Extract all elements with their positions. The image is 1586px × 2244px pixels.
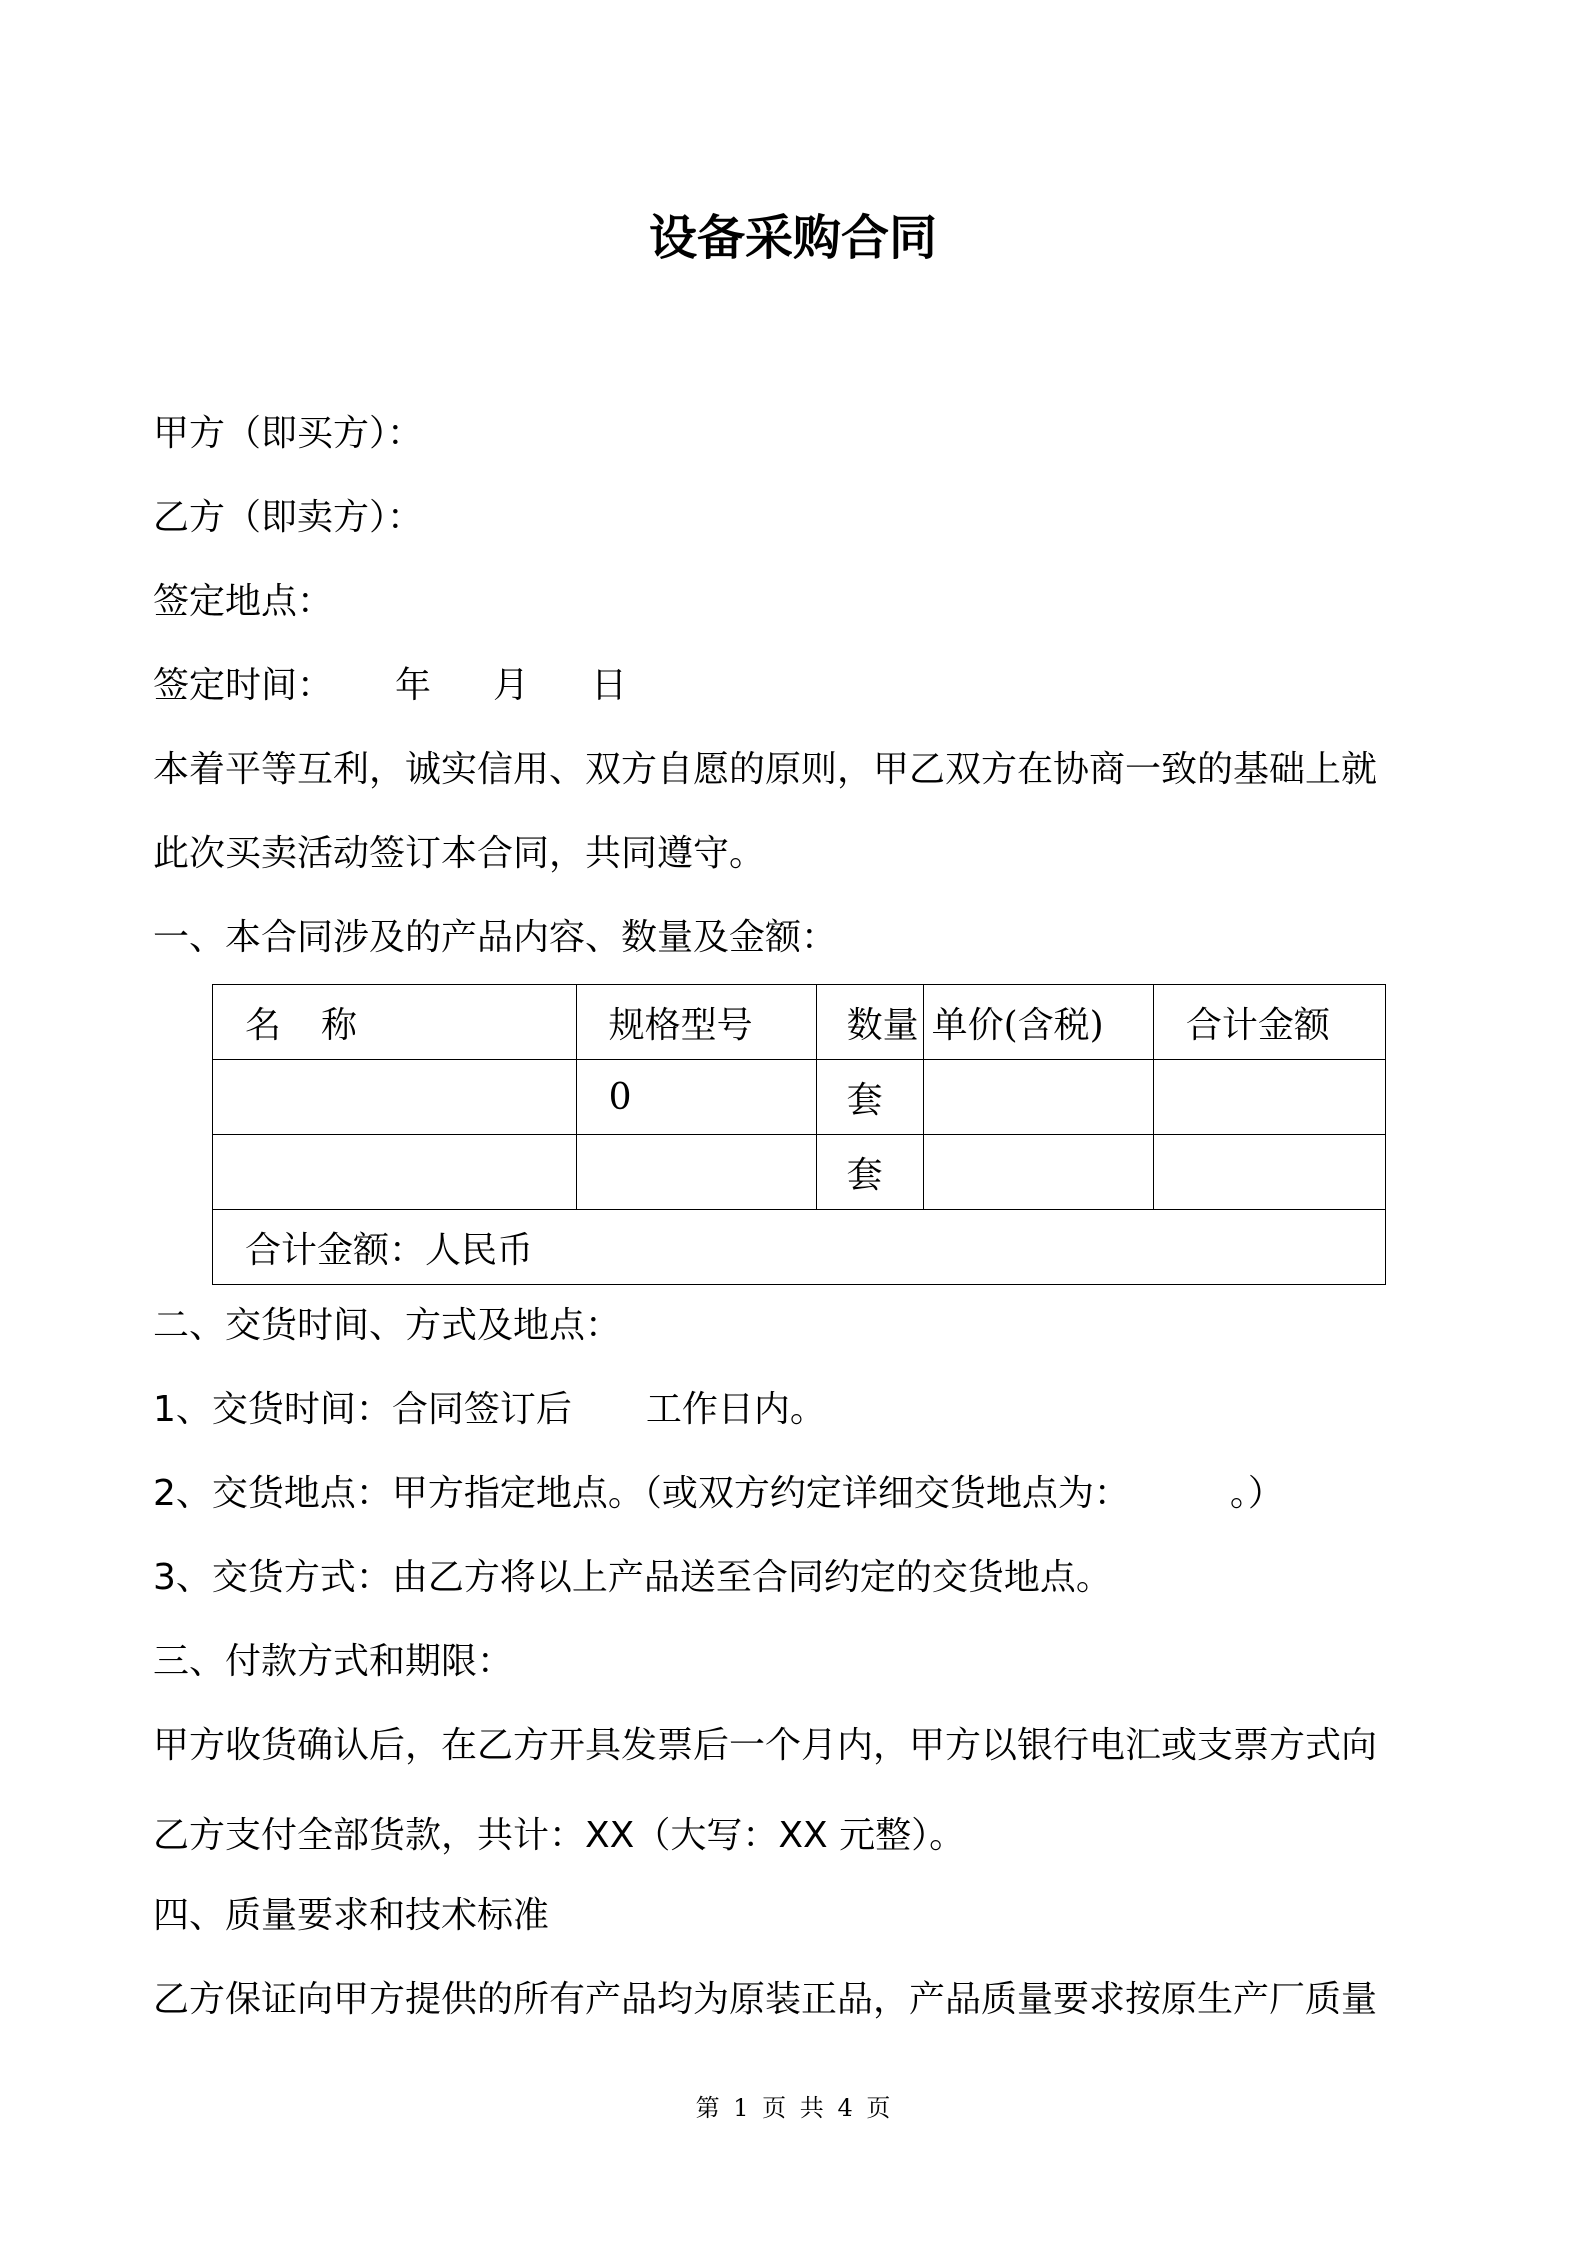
sign-place-line: 签定地点： — [153, 581, 334, 622]
header-unit-price — [923, 985, 1153, 1060]
header-name-char-1: 名 — [245, 1004, 282, 1046]
row2-qty-value: 套 — [846, 1154, 883, 1196]
header-spec — [576, 985, 816, 1060]
row2-unit-price-value — [924, 1152, 956, 1193]
table-row — [213, 1135, 1386, 1210]
total-amount-cell — [213, 1210, 1386, 1285]
header-qty — [816, 985, 923, 1060]
row1-name-value — [213, 1077, 245, 1118]
header-total — [1153, 985, 1385, 1060]
delivery-place-suffix: 。） — [1229, 1473, 1284, 1514]
section1-heading: 一、本合同涉及的产品内容、数量及金额： — [153, 917, 838, 958]
payment-line-2: 乙方支付全部货款，共计：XX（大写：XX 元整）。 — [153, 1815, 966, 1856]
row2-name — [213, 1135, 577, 1210]
row1-name — [213, 1060, 577, 1135]
row1-spec — [576, 1060, 816, 1135]
document-title: 设备采购合同 — [648, 210, 937, 266]
quality-line-1: 乙方保证向甲方提供的所有产品均为原装正品，产品质量要求按原生产厂质量 — [153, 1979, 1378, 2020]
row1-spec-value: 0 — [608, 1076, 632, 1118]
header-name-char-2: 称 — [321, 1004, 358, 1046]
row1-total — [1153, 1060, 1385, 1135]
delivery-time-suffix: 工作日内。 — [645, 1389, 826, 1430]
row2-spec-value — [577, 1152, 609, 1193]
header-unit-price-label: 单价(含税) — [931, 1004, 1104, 1046]
row2-spec — [576, 1135, 816, 1210]
row1-unit-price-value — [924, 1077, 956, 1118]
row2-unit-price — [923, 1135, 1153, 1210]
row2-total — [1153, 1135, 1385, 1210]
sign-time-label: 签定时间： — [153, 665, 334, 706]
header-name — [213, 985, 577, 1060]
delivery-place-line — [153, 1470, 1284, 1518]
row2-name-value — [213, 1152, 245, 1193]
section2-heading: 二、交货时间、方式及地点： — [153, 1305, 622, 1346]
preamble-line-2: 此次买卖活动签订本合同，共同遵守。 — [153, 833, 766, 874]
header-qty-label: 数量 — [846, 1004, 919, 1046]
sign-time-line — [153, 662, 627, 710]
sign-time-month: 月 — [493, 665, 530, 706]
sign-time-day: 日 — [591, 665, 628, 706]
table-total-row — [213, 1210, 1386, 1285]
table-row — [213, 1060, 1386, 1135]
row2-qty — [816, 1135, 923, 1210]
total-amount-label: 合计金额：人民币 — [245, 1229, 534, 1271]
delivery-time-prefix: 1、交货时间：合同签订后 — [153, 1389, 572, 1430]
table-header-row — [213, 985, 1386, 1060]
delivery-time-line — [153, 1386, 826, 1434]
delivery-place-prefix: 2、交货地点：甲方指定地点。（或双方约定详细交货地点为： — [153, 1473, 1112, 1514]
section3-heading: 三、付款方式和期限： — [153, 1641, 514, 1682]
row2-total-value — [1154, 1152, 1186, 1193]
row1-qty — [816, 1060, 923, 1135]
page-footer: 第 1 页 共 4 页 — [695, 2094, 891, 2122]
sign-time-year: 年 — [395, 665, 432, 706]
row1-qty-value: 套 — [846, 1079, 883, 1121]
section4-heading: 四、质量要求和技术标准 — [153, 1895, 550, 1936]
product-table — [212, 984, 1386, 1285]
party-a-line: 甲方（即买方）： — [153, 413, 424, 454]
preamble-line-1: 本着平等互利，诚实信用、双方自愿的原则，甲乙双方在协商一致的基础上就 — [153, 749, 1378, 790]
row1-total-value — [1154, 1077, 1186, 1118]
party-b-line: 乙方（即卖方）： — [153, 497, 424, 538]
row1-unit-price — [923, 1060, 1153, 1135]
header-total-label: 合计金额 — [1185, 1004, 1330, 1046]
delivery-method-line: 3、交货方式：由乙方将以上产品送至合同约定的交货地点。 — [153, 1557, 1112, 1598]
header-spec-label: 规格型号 — [608, 1004, 753, 1046]
payment-line-1: 甲方收货确认后，在乙方开具发票后一个月内，甲方以银行电汇或支票方式向 — [153, 1725, 1378, 1766]
